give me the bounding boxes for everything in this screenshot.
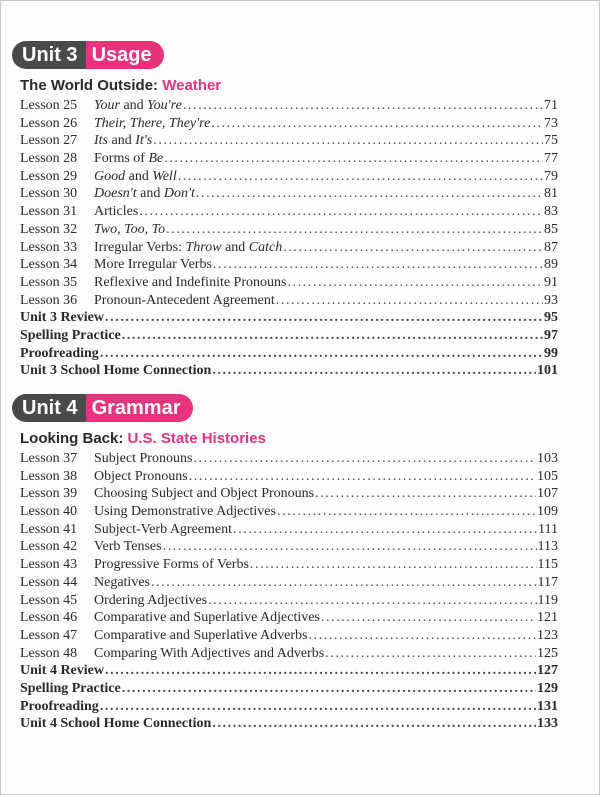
leader-dots <box>183 97 543 115</box>
toc-entry <box>20 132 558 150</box>
entry-title <box>20 327 121 345</box>
lesson-number: Lesson 34 <box>20 257 78 273</box>
lesson-number: Lesson 41 <box>20 521 78 537</box>
unit-number: Unit 4 <box>12 394 86 422</box>
entry-title <box>20 309 104 327</box>
page-number: 87 <box>544 239 558 255</box>
leader-dots <box>211 115 543 133</box>
lesson-number: Lesson 32 <box>20 221 78 237</box>
page-number: 113 <box>537 539 558 555</box>
leader-dots <box>208 592 536 610</box>
theme-sub: Weather <box>162 77 222 94</box>
leader-dots <box>308 627 536 645</box>
page-number: 101 <box>537 363 558 379</box>
toc-entry <box>20 574 558 592</box>
entry-title <box>94 485 314 503</box>
toc-entry <box>20 168 558 186</box>
title-part: Your <box>94 98 120 113</box>
unit-name: Usage <box>86 41 164 69</box>
toc-entry <box>20 538 558 556</box>
entry-title <box>94 221 165 239</box>
entry-title <box>94 592 207 610</box>
title-part: Be <box>148 151 164 167</box>
title-part: Doesn't <box>94 186 137 202</box>
entry-title <box>94 132 152 150</box>
title-part: and <box>136 186 164 202</box>
toc-entry <box>20 185 558 203</box>
unit-4-header <box>12 394 193 422</box>
unit-number: Unit 3 <box>12 41 86 69</box>
title-part: Unit 4 School Home Connection <box>20 716 212 732</box>
entry-title <box>94 468 188 486</box>
entry-title <box>94 574 150 592</box>
title-part: Irregular Verbs: <box>94 239 186 255</box>
toc-entry <box>20 256 558 274</box>
leader-dots <box>105 662 536 680</box>
title-part: Verb Tenses <box>94 539 162 555</box>
lesson-number: Lesson 45 <box>20 592 78 608</box>
title-part: Comparing With Adjectives and Adverbs <box>94 645 325 661</box>
title-part: Don't <box>163 186 195 202</box>
page-number: 83 <box>544 204 558 220</box>
title-part: and <box>108 133 136 149</box>
entry-title <box>20 362 211 380</box>
leader-dots <box>321 609 536 627</box>
entry-title <box>94 503 276 521</box>
page-number: 99 <box>544 345 558 361</box>
toc-entry <box>20 645 558 663</box>
toc-entry <box>20 450 558 468</box>
leader-dots <box>277 503 536 521</box>
page-number: 123 <box>537 627 558 643</box>
toc-entry <box>20 715 558 733</box>
toc-entry <box>20 274 558 292</box>
toc-entry <box>20 592 558 610</box>
lesson-number: Lesson 27 <box>20 133 78 149</box>
entry-title <box>94 239 282 257</box>
title-part: It's <box>135 133 153 149</box>
leader-dots <box>100 345 543 363</box>
page-number: 115 <box>537 557 558 573</box>
lesson-number: Lesson 25 <box>20 98 78 113</box>
toc-entry <box>20 345 558 363</box>
page-number: 77 <box>544 151 558 167</box>
page-number: 109 <box>537 504 558 520</box>
title-part: Subject-Verb Agreement <box>94 521 233 537</box>
toc-entry <box>20 362 558 380</box>
entry-title <box>94 150 163 168</box>
lesson-number: Lesson 29 <box>20 168 78 184</box>
leader-dots <box>325 645 536 663</box>
page-number: 133 <box>537 716 558 732</box>
title-part: Good <box>94 168 126 184</box>
page-number: 121 <box>537 610 558 626</box>
entry-title <box>94 203 138 221</box>
title-part: More Irregular Verbs <box>94 257 212 273</box>
entry-title <box>94 168 177 186</box>
page-number: 117 <box>537 574 558 590</box>
toc-entry <box>20 239 558 257</box>
unit-3-theme <box>20 77 221 94</box>
title-part: Well <box>152 168 177 184</box>
leader-dots <box>212 715 536 733</box>
page-number: 73 <box>544 115 558 131</box>
lesson-number: Lesson 47 <box>20 627 78 643</box>
page-number: 125 <box>537 645 558 661</box>
title-part: Object Pronouns <box>94 468 188 484</box>
leader-dots <box>213 256 543 274</box>
unit-name: Grammar <box>86 394 193 422</box>
title-part: Pronoun-Antecedent Agreement <box>94 292 275 308</box>
unit-3-toc <box>20 97 558 380</box>
toc-entry <box>20 115 558 133</box>
leader-dots <box>178 168 543 186</box>
leader-dots <box>193 450 536 468</box>
entry-title <box>94 185 195 203</box>
toc-entry <box>20 503 558 521</box>
entry-title <box>94 645 324 663</box>
leader-dots <box>250 556 537 574</box>
title-part: Reflexive and Indefinite Pronouns <box>94 274 287 290</box>
lesson-number: Lesson 39 <box>20 486 78 502</box>
leader-dots <box>315 485 536 503</box>
leader-dots <box>153 132 543 150</box>
toc-entry <box>20 309 558 327</box>
entry-title <box>94 450 192 468</box>
entry-title <box>94 115 210 133</box>
leader-dots <box>151 574 537 592</box>
entry-title <box>20 662 104 680</box>
entry-title <box>94 556 249 574</box>
toc-entry <box>20 485 558 503</box>
title-part: Spelling Practice <box>20 680 121 696</box>
page-number: 129 <box>537 680 558 696</box>
page-number: 91 <box>544 274 558 290</box>
entry-title <box>94 627 307 645</box>
lesson-number: Lesson 36 <box>20 292 78 308</box>
lesson-number: Lesson 28 <box>20 151 78 167</box>
title-part: and <box>221 239 249 255</box>
page-number: 131 <box>537 698 558 714</box>
entry-title <box>94 521 232 539</box>
title-part: Proofreading <box>20 698 99 714</box>
toc-entry <box>20 150 558 168</box>
entry-title <box>20 680 121 698</box>
toc-entry <box>20 627 558 645</box>
toc-entry <box>20 609 558 627</box>
page-number: 103 <box>537 451 558 466</box>
title-part: and <box>125 168 153 184</box>
leader-dots <box>189 468 536 486</box>
toc-entry <box>20 203 558 221</box>
leader-dots <box>164 150 543 168</box>
lesson-number: Lesson 46 <box>20 610 78 626</box>
toc-entry <box>20 97 558 115</box>
lesson-number: Lesson 30 <box>20 186 78 202</box>
title-part: Subject Pronouns <box>94 451 193 466</box>
entry-title <box>94 538 162 556</box>
entry-title <box>20 345 99 363</box>
title-part: Spelling Practice <box>20 327 121 343</box>
leader-dots <box>105 309 543 327</box>
page-number: 93 <box>544 292 558 308</box>
leader-dots <box>276 292 543 310</box>
entry-title <box>94 609 320 627</box>
toc-entry <box>20 680 558 698</box>
title-part: Their, There, They're <box>94 115 211 131</box>
leader-dots <box>163 538 537 556</box>
page-number: 75 <box>544 133 558 149</box>
toc-entry <box>20 292 558 310</box>
lesson-number: Lesson 48 <box>20 645 78 661</box>
toc-entry <box>20 556 558 574</box>
title-part: Negatives <box>94 574 150 590</box>
page-number: 85 <box>544 221 558 237</box>
page-number: 81 <box>544 186 558 202</box>
toc-entry <box>20 521 558 539</box>
entry-title <box>94 274 286 292</box>
leader-dots <box>122 680 536 698</box>
page-number: 97 <box>544 327 558 343</box>
page-number: 111 <box>538 521 558 537</box>
leader-dots <box>233 521 537 539</box>
page-number: 89 <box>544 257 558 273</box>
leader-dots <box>283 239 543 257</box>
page-number: 105 <box>537 468 558 484</box>
title-part: Proofreading <box>20 345 99 361</box>
leader-dots <box>287 274 543 292</box>
lesson-number: Lesson 38 <box>20 468 78 484</box>
page-number: 107 <box>537 486 558 502</box>
title-part: Comparative and Superlative Adverbs <box>94 627 308 643</box>
lesson-number: Lesson 40 <box>20 504 78 520</box>
title-part: Forms of <box>94 151 149 167</box>
theme-main: The World Outside: <box>20 77 159 94</box>
title-part: Using Demonstrative Adjectives <box>94 504 276 520</box>
toc-entry <box>20 327 558 345</box>
title-part: Catch <box>248 239 283 255</box>
title-part: Throw <box>185 239 222 255</box>
page-number: 127 <box>537 663 558 679</box>
page-number: 71 <box>544 98 558 113</box>
leader-dots <box>196 185 543 203</box>
unit-4-toc <box>20 450 558 733</box>
lesson-number: Lesson 43 <box>20 557 78 573</box>
lesson-number: Lesson 37 <box>20 451 78 466</box>
lesson-number: Lesson 44 <box>20 574 78 590</box>
lesson-number: Lesson 31 <box>20 204 78 220</box>
unit-4-theme <box>20 430 266 447</box>
title-part: Choosing Subject and Object Pronouns <box>94 486 315 502</box>
entry-title <box>20 698 99 716</box>
leader-dots <box>122 327 543 345</box>
title-part: Unit 3 Review <box>20 310 104 326</box>
title-part: Its <box>94 133 108 149</box>
unit-3-header <box>12 41 164 69</box>
title-part: You're <box>147 98 182 113</box>
title-part: and <box>119 98 148 113</box>
title-part: Progressive Forms of Verbs <box>94 557 249 573</box>
leader-dots <box>100 698 536 716</box>
leader-dots <box>139 203 543 221</box>
lesson-number: Lesson 33 <box>20 239 78 255</box>
theme-main: Looking Back: <box>20 430 124 447</box>
page-number: 119 <box>537 592 558 608</box>
toc-entry <box>20 468 558 486</box>
toc-entry <box>20 662 558 680</box>
toc-entry <box>20 698 558 716</box>
title-part: Ordering Adjectives <box>94 592 208 608</box>
theme-sub: U.S. State Histories <box>127 430 266 447</box>
entry-title <box>20 715 211 733</box>
title-part: Comparative and Superlative Adjectives <box>94 610 320 626</box>
leader-dots <box>212 362 536 380</box>
title-part: Unit 4 Review <box>20 663 104 679</box>
title-part: Articles <box>94 204 139 220</box>
title-part: Two, Too, To <box>94 221 166 237</box>
lesson-number: Lesson 35 <box>20 274 78 290</box>
page-number: 79 <box>544 168 558 184</box>
page-number: 95 <box>544 310 558 326</box>
entry-title <box>94 292 275 310</box>
toc-entry <box>20 221 558 239</box>
lesson-number: Lesson 42 <box>20 539 78 555</box>
entry-title <box>94 256 212 274</box>
title-part: Unit 3 School Home Connection <box>20 363 212 379</box>
entry-title <box>94 97 182 115</box>
leader-dots <box>166 221 543 239</box>
lesson-number: Lesson 26 <box>20 115 78 131</box>
